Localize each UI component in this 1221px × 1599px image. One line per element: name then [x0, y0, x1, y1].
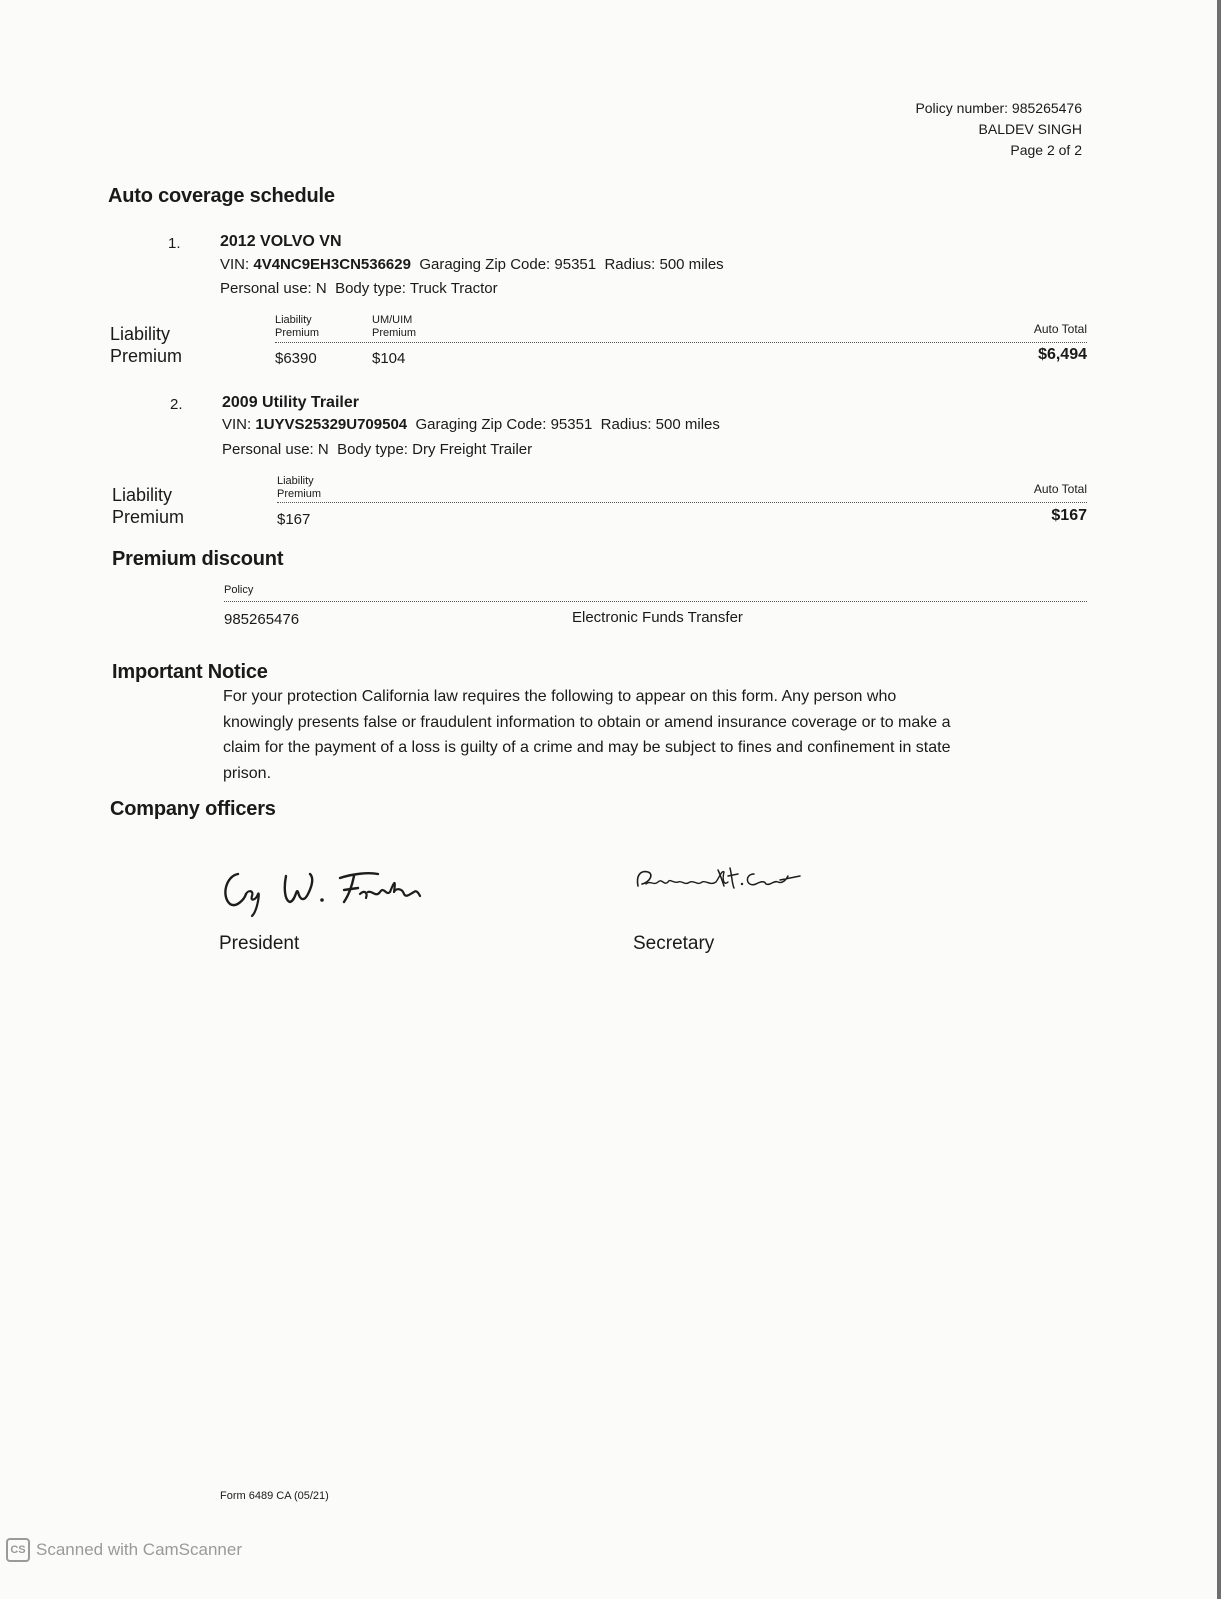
notice-title: Important Notice	[112, 661, 268, 683]
discount-policy-value: 985265476	[224, 611, 300, 628]
discount-dotted-rule	[224, 601, 1087, 602]
vehicle-2-number: 2.	[170, 396, 183, 413]
vehicle-1-vin: 4V4NC9EH3CN536629	[253, 256, 411, 273]
president-label: President	[219, 933, 300, 954]
vehicle-1-garaging: Garaging Zip Code: 95351	[419, 256, 597, 273]
scan-edge	[1217, 0, 1221, 1599]
vehicle-1-liability-head	[275, 314, 319, 340]
officers-title: Company officers	[110, 798, 276, 820]
vehicle-2-radius: Radius: 500 miles	[600, 416, 720, 433]
vehicle-1-number: 1.	[168, 235, 181, 252]
vin-label: VIN:	[222, 416, 252, 433]
vehicle-2-garaging: Garaging Zip Code: 95351	[415, 416, 593, 433]
vehicle-1-use-line	[220, 280, 498, 297]
policy-number: Policy number: 985265476	[915, 100, 1082, 116]
vehicle-1-vin-line	[220, 256, 724, 273]
secretary-signature	[632, 862, 804, 896]
side-label-line-2: Premium	[112, 507, 185, 527]
vehicle-1-radius: Radius: 500 miles	[604, 256, 724, 273]
camscanner-logo-icon: CS	[6, 1538, 30, 1562]
vehicle-2-use-line	[222, 441, 532, 458]
vin-label: VIN:	[220, 256, 250, 273]
vehicle-1-um-value: $104	[372, 350, 406, 367]
side-label-line-1: Liability	[112, 485, 173, 505]
vehicle-2-dotted-rule	[277, 502, 1087, 503]
vehicle-2-total-value: $167	[1051, 507, 1087, 524]
vehicle-1-total-value: $6,494	[1038, 346, 1087, 363]
policy-header	[915, 98, 1082, 161]
vehicle-2-personal-use: Personal use: N	[222, 441, 329, 458]
vehicle-2-body-type: Body type: Dry Freight Trailer	[337, 441, 533, 458]
vehicle-1-um-head	[372, 314, 416, 340]
scanner-watermark	[6, 1538, 242, 1562]
vehicle-1-personal-use: Personal use: N	[220, 280, 327, 297]
schedule-title: Auto coverage schedule	[108, 185, 335, 207]
vehicle-2-liability-head	[277, 475, 321, 501]
col-head-line-2: Premium	[275, 327, 320, 339]
side-label-line-1: Liability	[110, 324, 171, 344]
vehicle-1-title: 2012 VOLVO VN	[220, 233, 342, 250]
col-head-line-2: Premium	[277, 488, 322, 500]
col-head-line-1: Liability	[275, 314, 312, 326]
notice-text: For your protection California law requires the following to appear on this form. Any person who knowingly presents false or fraudulent information to obtain or amend insurance coverage or to make a claim for the payment of a loss is guilty of a crime and may be subject to fines and confinement in state prison.	[223, 688, 951, 782]
vehicle-2-vin: 1UYVS25329U709504	[255, 416, 408, 433]
side-label-line-2: Premium	[110, 346, 183, 366]
discount-policy-head: Policy	[224, 584, 254, 596]
col-head-line-1: Liability	[277, 475, 314, 487]
president-signature	[218, 862, 424, 918]
vehicle-1-dotted-rule	[275, 342, 1087, 343]
vehicle-2-liability-value: $167	[277, 511, 311, 528]
vehicle-1-side-label	[110, 323, 182, 367]
vehicle-2-vin-line	[222, 416, 720, 433]
discount-title: Premium discount	[112, 548, 284, 570]
scanner-text: Scanned with CamScanner	[36, 1540, 243, 1559]
vehicle-1-liability-value: $6390	[275, 350, 317, 367]
page-indicator: Page 2 of 2	[1010, 142, 1082, 158]
vehicle-2-title: 2009 Utility Trailer	[222, 394, 359, 411]
vehicle-1-body-type: Body type: Truck Tractor	[335, 280, 498, 297]
discount-type: Electronic Funds Transfer	[572, 609, 743, 626]
secretary-label: Secretary	[633, 933, 715, 954]
col-head-line-1: UM/UIM	[372, 314, 413, 326]
vehicle-1-total-head: Auto Total	[1033, 322, 1087, 336]
col-head-line-2: Premium	[372, 327, 417, 339]
insured-name: BALDEV SINGH	[978, 121, 1082, 137]
form-number: Form 6489 CA (05/21)	[220, 1490, 329, 1502]
vehicle-2-side-label	[112, 484, 184, 528]
vehicle-2-total-head: Auto Total	[1033, 482, 1087, 496]
